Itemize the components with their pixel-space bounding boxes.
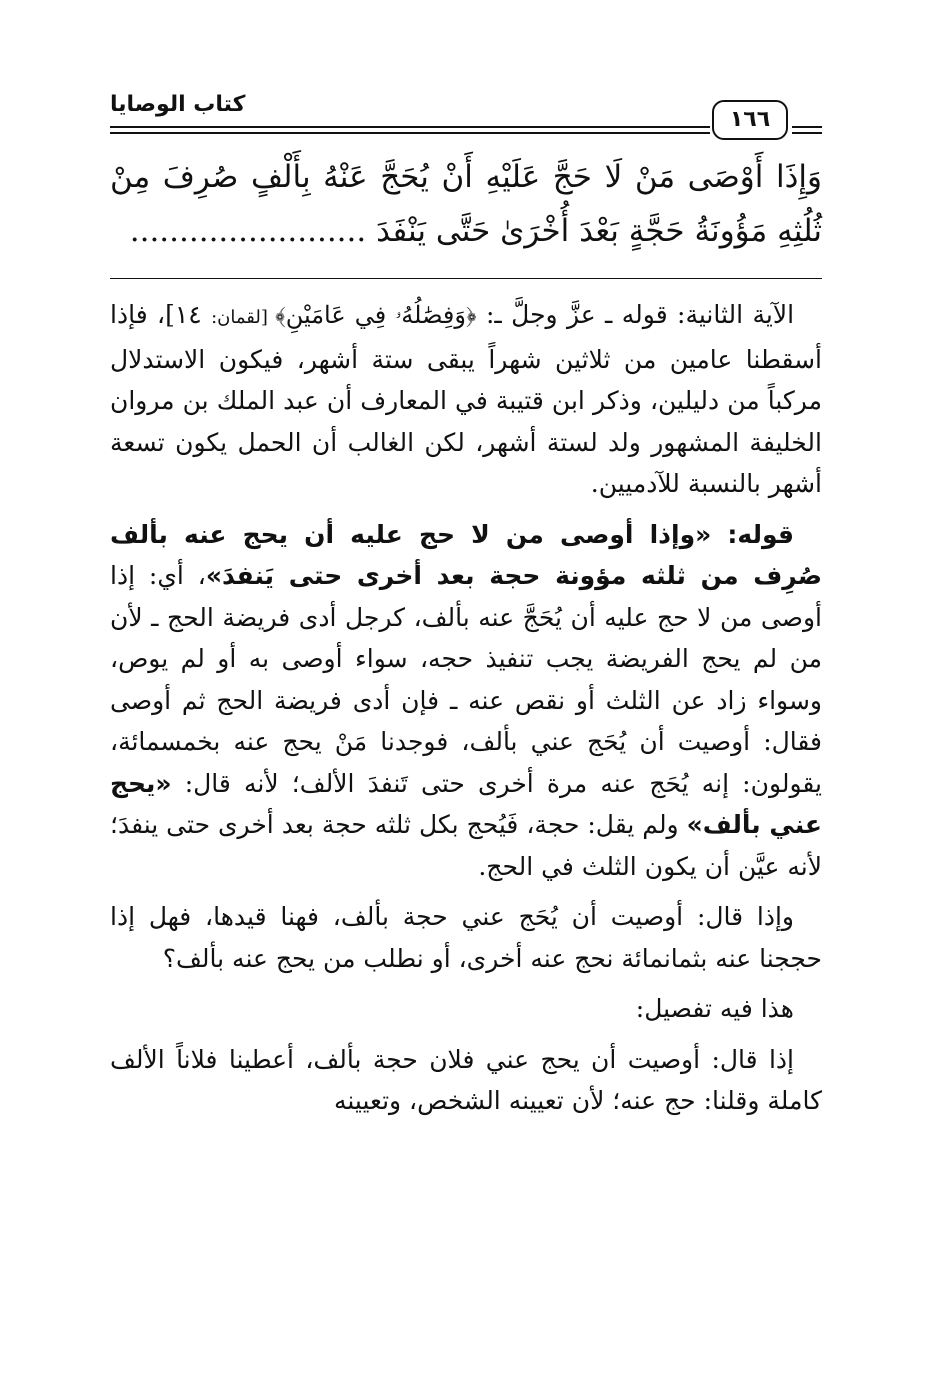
matn-divider bbox=[110, 278, 822, 279]
page-number: ١٦٦ bbox=[712, 100, 788, 140]
inline-quote: «يحج عني بألف» bbox=[110, 768, 822, 839]
paragraph-text: ولم يقل: حجة، فَيُحج بكل ثلثه حجة بعد أخرى حتى ينفدَ؛ لأنه عيَّن أن يكون الثلث في الحج. bbox=[110, 810, 822, 881]
header-rule bbox=[792, 126, 822, 128]
matn-quote: «وإذا أوصى من لا حج عليه أن يحج عنه بألف صُرِف من ثلثه مؤونة حجة بعد أخرى حتى يَنفدَ» bbox=[110, 519, 822, 590]
page-header bbox=[110, 86, 822, 136]
paragraph: وإذا قال: أوصيت أن يُحَج عني حجة بألف، فهنا قيدها، فهل إذا حججنا عنه بثمانمائة نحج عنه أخرى، أو نطلب من يحج عنه بألف؟ bbox=[110, 902, 822, 973]
citation: [لقمان: bbox=[211, 307, 276, 328]
matn-text: وَإِذَا أَوْصَى مَنْ لَا حَجَّ عَلَيْهِ أَنْ يُحَجَّ عَنْهُ بِأَلْفٍ صُرِفَ مِنْ ثُلُثِهِ مَؤُونَةُ حَجَّةٍ بَعْدَ أُخْرَىٰ حَتَّى يَنْفَدَ ........................ bbox=[110, 159, 822, 249]
header-rule bbox=[110, 132, 710, 134]
commentary bbox=[110, 294, 822, 1131]
book-title: كتاب الوصايا bbox=[110, 92, 246, 117]
paragraph bbox=[110, 294, 822, 505]
paragraph-text: الآية الثانية: قوله ـ عزَّ وجلَّ ـ: bbox=[476, 300, 795, 329]
paragraph-text: ، أي: إذا أوصى من لا حج عليه أن يُحَجَّ عنه بألف، كرجل أدى فريضة الحج ـ لأن من لم يحج الفريضة يجب تنفيذ حجه، سواء أوصى به أو لم يوص، وسواء زاد عن الثلث أو نقص عنه ـ فإن أدى فريضة الحج ثم أوصى فقال: أوصيت أن يُحَج عني بألف، فوجدنا مَنْ يحج عنه بخمسمائة، يقولون: إنه يُحَج عنه مرة أخرى حتى تَنفدَ الألف؛ لأنه قال: bbox=[110, 561, 822, 798]
qawluh-label: قوله: bbox=[727, 519, 794, 549]
paragraph: إذا قال: أوصيت أن يحج عني فلان حجة بألف، أعطينا فلاناً الألف كاملة وقلنا: حج عنه؛ لأن تعيينه الشخص، وتعيينه bbox=[110, 1044, 822, 1115]
quran-verse: ﴿وَفِصَٰلُهُۥ فِي عَامَيْنِ﴾ bbox=[275, 301, 477, 329]
paragraph bbox=[110, 514, 822, 888]
paragraph-text: ١٤]، فإذا أسقطنا عامين من ثلاثين شهراً يبقى ستة أشهر، فيكون الاستدلال مركباً من دليلين، وذكر ابن قتيبة في المعارف أن عبد الملك بن مروان الخليفة المشهور ولد لستة أشهر، لكن الغالب أن الحمل يكون تسعة أشهر بالنسبة للآدميين. bbox=[110, 300, 822, 498]
paragraph: هذا فيه تفصيل: bbox=[635, 994, 794, 1023]
header-rule bbox=[792, 132, 822, 134]
header-rule bbox=[110, 126, 710, 128]
